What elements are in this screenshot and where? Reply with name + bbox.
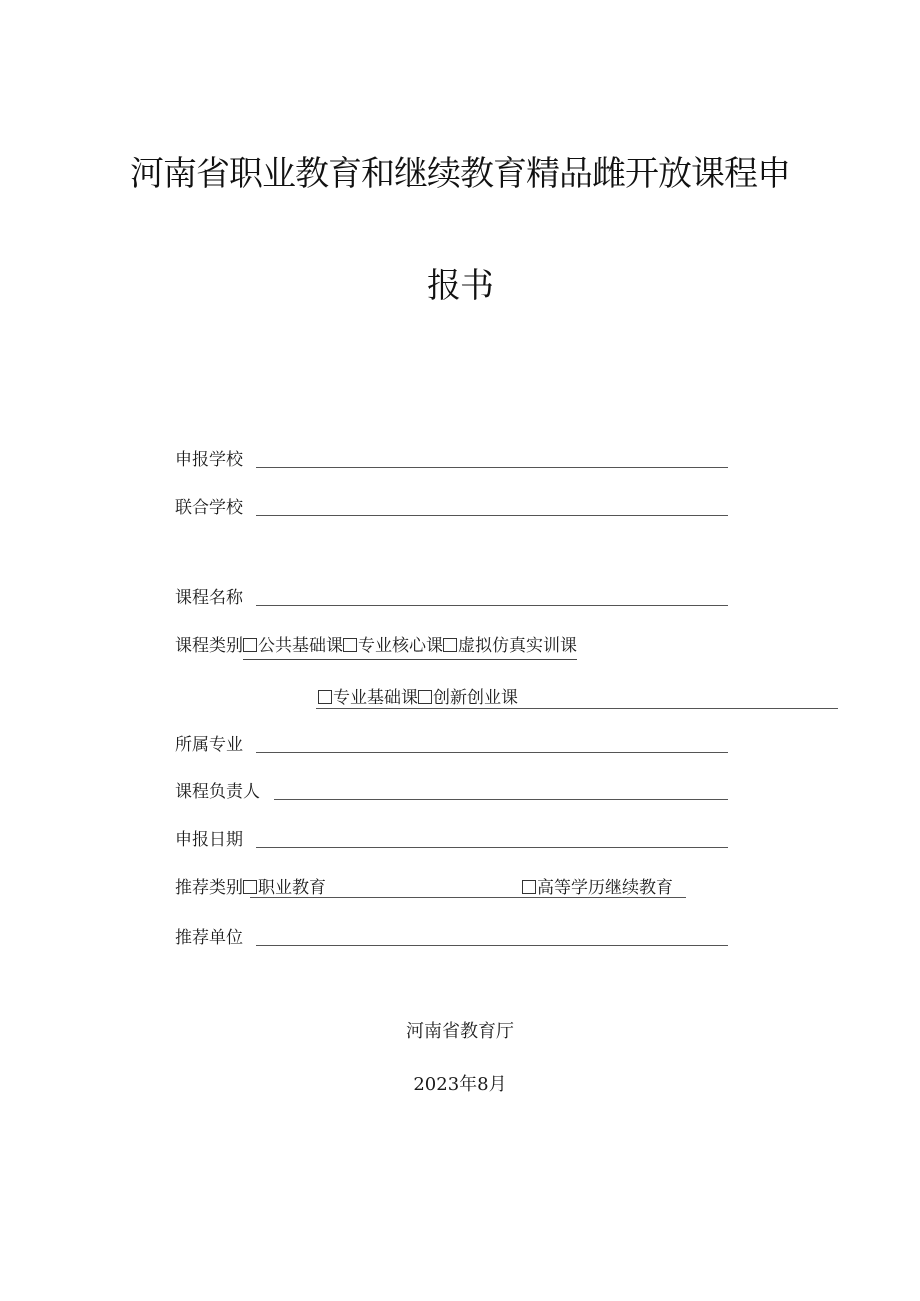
field-recommend-unit	[175, 926, 243, 950]
checkbox-major-core[interactable]	[343, 638, 357, 652]
course-leader-input-line[interactable]	[274, 799, 728, 800]
field-course-name	[175, 586, 243, 610]
checkbox-innovation[interactable]	[418, 690, 432, 704]
recommend-unit-label: 推荐单位	[175, 928, 243, 948]
field-joint-school	[175, 496, 243, 520]
recommend-category-option-2	[522, 876, 673, 900]
field-major	[175, 733, 243, 757]
option-public-basic: 公共基础课	[258, 636, 343, 656]
checkbox-virtual-sim[interactable]	[443, 638, 457, 652]
document-title-line-1: 河南省职业教育和继续教育精品雌开放课程申	[130, 154, 790, 194]
option-vocational: 职业教育	[258, 878, 326, 898]
recommend-category-label: 推荐类别	[175, 878, 243, 898]
course-name-label: 课程名称	[175, 588, 243, 608]
checkbox-higher-continuing[interactable]	[522, 880, 536, 894]
apply-date-input-line[interactable]	[256, 847, 728, 848]
course-category-label: 课程类别	[175, 636, 243, 656]
course-leader-label: 课程负责人	[175, 782, 260, 802]
major-label: 所属专业	[175, 735, 243, 755]
apply-date-label: 申报日期	[175, 830, 243, 850]
joint-school-input-line[interactable]	[256, 515, 728, 516]
document-title-line-2: 报书	[427, 266, 493, 306]
field-course-category	[175, 634, 577, 660]
option-innovation: 创新创业课	[433, 688, 518, 708]
checkbox-vocational[interactable]	[243, 880, 257, 894]
school-input-line[interactable]	[256, 467, 728, 468]
option-major-basic: 专业基础课	[333, 688, 418, 708]
school-label: 申报学校	[175, 450, 243, 470]
checkbox-public-basic[interactable]	[243, 638, 257, 652]
field-course-leader	[175, 780, 260, 804]
option-major-core: 专业核心课	[358, 636, 443, 656]
checkbox-major-basic[interactable]	[318, 690, 332, 704]
major-input-line[interactable]	[256, 752, 728, 753]
issue-date: 2023年8月	[413, 1074, 507, 1095]
course-category-options-row-1	[243, 634, 577, 660]
joint-school-label: 联合学校	[175, 498, 243, 518]
course-name-input-line[interactable]	[256, 605, 728, 606]
recommend-unit-input-line[interactable]	[256, 945, 728, 946]
course-category-options-row-2	[318, 686, 518, 710]
option-higher-continuing: 高等学历继续教育	[537, 878, 673, 898]
field-school	[175, 448, 243, 472]
issuing-organization: 河南省教育厅	[406, 1021, 514, 1042]
option-virtual-sim: 虚拟仿真实训课	[458, 636, 577, 656]
field-apply-date	[175, 828, 243, 852]
course-category-row-2-line	[316, 708, 838, 709]
